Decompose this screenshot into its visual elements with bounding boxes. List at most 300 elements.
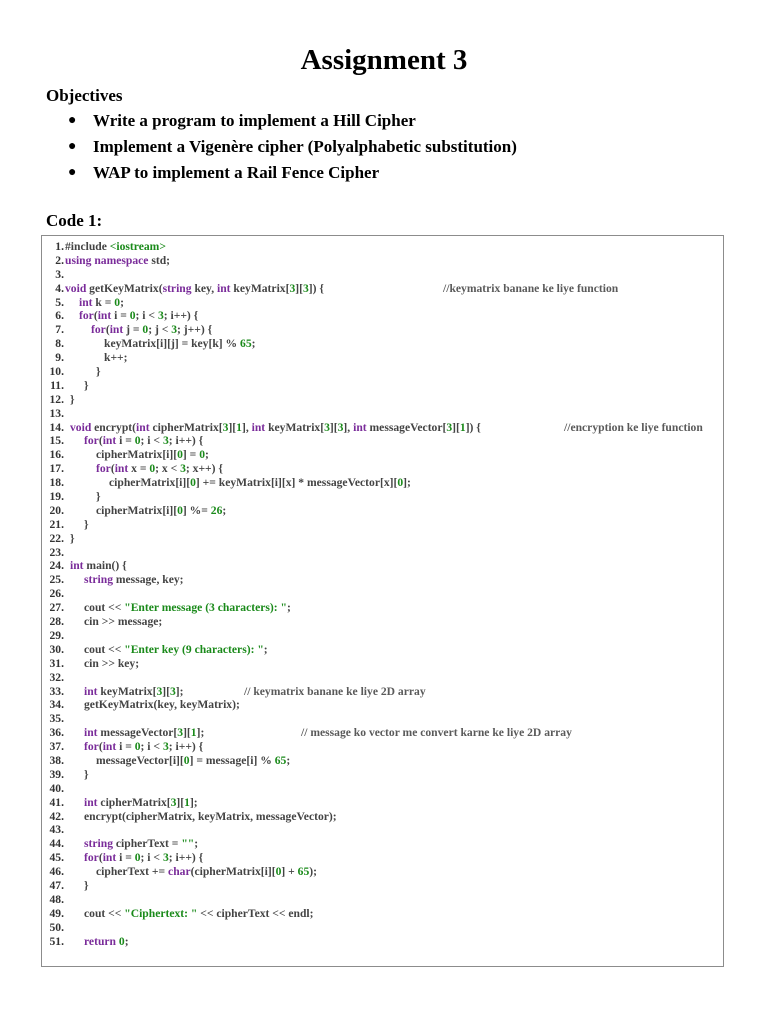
- code-token: k++;: [104, 351, 128, 365]
- code-token: ] = message[i] %: [189, 753, 275, 767]
- code-token: ;: [286, 753, 291, 767]
- line-number: 47.: [49, 878, 64, 892]
- code-token: );: [309, 865, 317, 879]
- code-token: ; j <: [148, 323, 172, 337]
- line-number: 22.: [49, 531, 64, 545]
- code-token: keyMatrix[: [265, 420, 325, 434]
- line-number: 14.: [49, 420, 64, 434]
- line-number: 43.: [49, 823, 64, 837]
- code-token: for: [79, 309, 94, 323]
- code-line: [48, 878, 89, 893]
- code-token: ;: [120, 295, 124, 309]
- code-token: cipherMatrix[i][: [96, 503, 178, 517]
- code-line: [48, 490, 101, 504]
- code-token: 26: [210, 503, 223, 517]
- objective-text: Implement a Vigenère cipher (Polyalphabetic substitution): [93, 137, 517, 156]
- code-token: ]) {: [308, 281, 324, 295]
- line-number: 25.: [49, 573, 64, 587]
- code-token: }: [84, 517, 89, 531]
- code-token: cin >> message;: [84, 615, 163, 629]
- code-token: ];: [196, 726, 205, 740]
- code-text: [65, 254, 170, 268]
- line-number: 6.: [55, 309, 64, 323]
- line-number: 39.: [49, 767, 64, 781]
- code-token: ][: [452, 420, 460, 434]
- code-token: 0: [134, 851, 141, 865]
- code-token: ] %=: [182, 503, 211, 517]
- code-line: [48, 851, 204, 865]
- code-text: [96, 448, 209, 462]
- objectives-heading: Objectives: [46, 86, 123, 105]
- code-token: ; i++) {: [163, 309, 199, 323]
- code-token: ][: [176, 795, 185, 809]
- code-text: [84, 726, 204, 740]
- line-number: 32.: [49, 670, 64, 684]
- code-token: 0: [129, 309, 136, 323]
- code-line: [48, 795, 198, 810]
- line-number: 3.: [55, 267, 64, 281]
- code-token: return: [84, 934, 116, 948]
- code-token: 65: [240, 337, 252, 351]
- code-line: [48, 642, 268, 657]
- code-line: [48, 753, 291, 768]
- bullet-icon: ●: [68, 113, 77, 128]
- line-number: 27.: [49, 601, 64, 615]
- objective-text: Write a program to implement a Hill Cipher: [93, 111, 416, 130]
- code-line: [48, 671, 64, 685]
- code-token: int: [102, 740, 117, 754]
- code-line: [48, 893, 64, 907]
- code-token: ] += keyMatrix[i][x] * messageVector[x][: [195, 476, 398, 490]
- code-token: messageVector[: [97, 726, 178, 740]
- line-number: 40.: [49, 781, 64, 795]
- code-token: 0: [199, 448, 205, 462]
- line-number: 46.: [49, 865, 64, 879]
- code-token: j =: [123, 323, 143, 337]
- line-number: 5.: [55, 295, 64, 309]
- code-token: 0: [134, 740, 141, 754]
- code-token: }: [84, 767, 89, 781]
- code-line: [48, 407, 64, 421]
- code-line: [48, 712, 64, 726]
- code-token: encrypt(: [91, 420, 137, 434]
- line-number: 35.: [49, 712, 64, 726]
- code-token: int: [353, 420, 367, 434]
- line-number: 41.: [49, 795, 64, 809]
- code-token: for: [96, 462, 111, 476]
- code-token: for: [84, 740, 99, 754]
- code-token: ;: [204, 448, 209, 462]
- code-token: cipherMatrix[i][: [96, 448, 178, 462]
- code-text: [96, 490, 101, 504]
- code-line: [48, 767, 89, 782]
- objectives-list: [68, 110, 517, 188]
- code-token: int: [251, 420, 266, 434]
- code-line: [48, 573, 184, 587]
- code-token: i =: [116, 740, 135, 754]
- code-line: [48, 323, 213, 337]
- code-text: [84, 851, 203, 865]
- code-line: [48, 295, 124, 310]
- code-token: ; i++) {: [168, 740, 204, 754]
- code-text: [96, 865, 317, 879]
- code-token: "": [181, 837, 195, 851]
- code-token: int: [217, 281, 231, 295]
- code-token: (: [110, 462, 115, 476]
- line-number: 33.: [49, 684, 64, 698]
- code-line: [48, 503, 227, 518]
- code-token: 0: [397, 476, 404, 490]
- code-token: 3: [177, 726, 184, 740]
- code-text: [65, 282, 324, 296]
- code-text: [104, 337, 256, 351]
- code-token: ][: [329, 420, 338, 434]
- code-token: ; i <: [135, 309, 158, 323]
- code-token: 3: [222, 420, 229, 434]
- code-text: [84, 768, 89, 782]
- code-line: [48, 253, 171, 268]
- code-line: [48, 656, 140, 671]
- line-number: 42.: [49, 809, 64, 823]
- code-line: [48, 546, 64, 560]
- code-token: ;: [124, 934, 129, 948]
- code-line: [48, 587, 64, 601]
- code-text: [70, 532, 75, 546]
- code-token: "Ciphertext: ": [124, 906, 198, 920]
- code-text: [84, 379, 89, 393]
- code-token: 3: [162, 434, 169, 448]
- line-number: 19.: [49, 490, 64, 504]
- code-token: (: [98, 851, 103, 865]
- line-number: 44.: [49, 837, 64, 851]
- code-line: [48, 782, 64, 796]
- code-token: ;: [222, 503, 227, 517]
- code-token: ; i <: [140, 434, 163, 448]
- line-number: 24.: [49, 559, 64, 573]
- code-text: [84, 907, 314, 921]
- code-token: 0: [142, 323, 149, 337]
- line-number: 48.: [49, 892, 64, 906]
- code-token: (: [93, 309, 98, 323]
- line-number: 11.: [50, 378, 64, 392]
- line-number: 28.: [49, 615, 64, 629]
- objective-text: WAP to implement a Rail Fence Cipher: [93, 163, 380, 182]
- code-token: 0: [149, 462, 156, 476]
- code-line: [48, 392, 75, 407]
- bullet-icon: ●: [68, 165, 77, 180]
- code-token: ; i <: [140, 740, 163, 754]
- code-line: [48, 559, 127, 573]
- code-token: int: [114, 462, 129, 476]
- code-token: int: [79, 295, 93, 309]
- line-number: 4.: [55, 281, 64, 295]
- code-token: cout <<: [84, 601, 125, 615]
- code-line: [48, 615, 163, 629]
- code-comment: //keymatrix banane ke liye function: [443, 281, 619, 295]
- code-line: [48, 865, 317, 879]
- code-token: cout <<: [84, 642, 125, 656]
- code-line: [48, 809, 337, 824]
- code-token: (: [98, 740, 103, 754]
- line-number: 49.: [49, 906, 64, 920]
- code-text: [84, 810, 337, 824]
- code-token: cipherText =: [112, 837, 182, 851]
- line-number: 15.: [49, 434, 64, 448]
- code-token: 1: [184, 795, 190, 809]
- code-token: int: [84, 726, 98, 740]
- code-token: 0: [190, 476, 196, 490]
- objective-item: [68, 136, 517, 162]
- code-token: i =: [116, 851, 135, 865]
- code-line: [48, 462, 223, 476]
- code-token: ; i++) {: [168, 851, 204, 865]
- code-token: encrypt(cipherMatrix, keyMatrix, messageVector);: [84, 809, 337, 823]
- code-token: int: [136, 420, 150, 434]
- line-number: 13.: [49, 406, 64, 420]
- code-token: 0: [134, 434, 141, 448]
- code-token: ];: [189, 795, 198, 809]
- code-token: }: [70, 392, 75, 406]
- code-block: [41, 235, 724, 967]
- code-token: 3: [337, 420, 344, 434]
- code-token: << cipherText << endl;: [197, 906, 314, 920]
- code-token: string: [162, 281, 192, 295]
- code-line: [48, 531, 75, 546]
- code-text: [91, 323, 212, 337]
- code-text: [84, 935, 129, 949]
- code-text: [84, 615, 162, 629]
- code-token: 1: [190, 726, 197, 740]
- code-text: [84, 837, 198, 851]
- code-token: }: [70, 531, 75, 545]
- code-text: [70, 421, 481, 435]
- code-token: 3: [157, 309, 164, 323]
- line-number: 17.: [49, 462, 64, 476]
- code-line: [48, 268, 64, 282]
- code-token: (cipherMatrix[i][: [190, 865, 276, 879]
- code-line: [48, 906, 314, 921]
- line-number: 16.: [49, 448, 64, 462]
- code-token: ][: [295, 281, 303, 295]
- code-token: getKeyMatrix(key, keyMatrix);: [84, 698, 240, 712]
- code-text: [84, 657, 139, 671]
- code-token: ;: [251, 337, 256, 351]
- code-token: ][: [183, 726, 191, 740]
- code-token: int: [109, 323, 124, 337]
- code-text: [65, 240, 166, 254]
- code-token: 65: [297, 865, 310, 879]
- line-number: 20.: [49, 503, 64, 517]
- code-token: 3: [324, 420, 330, 434]
- code-line: [48, 309, 199, 323]
- code-token: ],: [241, 420, 252, 434]
- code-line: [48, 476, 411, 490]
- line-number: 36.: [49, 726, 64, 740]
- line-number: 31.: [49, 656, 64, 670]
- code-token: int: [97, 309, 112, 323]
- line-number: 1.: [55, 240, 64, 253]
- line-number: 51.: [49, 934, 64, 948]
- line-number: 7.: [55, 323, 64, 337]
- code-token: ;: [263, 642, 268, 656]
- code-token: 3: [170, 795, 177, 809]
- code-token: for: [84, 851, 99, 865]
- code-line: [48, 337, 256, 351]
- page-title: Assignment 3: [300, 44, 468, 76]
- code-line: [48, 837, 199, 851]
- code-token: ]) {: [465, 420, 481, 434]
- line-number: 12.: [49, 392, 64, 406]
- code-token: ] +: [281, 865, 298, 879]
- code-token: for: [84, 434, 99, 448]
- code-line: [48, 378, 89, 393]
- code-token: 3: [289, 281, 296, 295]
- line-number: 37.: [49, 740, 64, 754]
- code-text: [84, 740, 203, 754]
- code-token: ; x <: [155, 462, 181, 476]
- code-line: [48, 240, 166, 254]
- code-line: [48, 823, 64, 837]
- code-token: messageVector[i][: [96, 753, 184, 767]
- code-text: [96, 462, 223, 476]
- code-token: ][: [162, 684, 170, 698]
- code-line: [48, 281, 619, 296]
- code-text: [84, 601, 291, 615]
- code-token: "Enter message (3 characters): ": [124, 601, 287, 615]
- code-lines: [48, 240, 703, 948]
- code-token: 3: [302, 281, 309, 295]
- code-token: cipherText +=: [96, 865, 169, 879]
- code-token: using namespace: [65, 253, 149, 267]
- code-token: main() {: [83, 559, 127, 573]
- code-token: 0: [275, 865, 282, 879]
- code-token: char: [168, 865, 191, 879]
- code-text: [96, 504, 226, 518]
- line-number: 8.: [55, 337, 64, 351]
- code-line: [48, 351, 128, 365]
- code-token: ; x++) {: [185, 462, 223, 476]
- code-line: [48, 629, 64, 643]
- code-token: keyMatrix[: [230, 281, 290, 295]
- code-token: 1: [459, 420, 466, 434]
- code-text: [79, 309, 198, 323]
- code-token: i =: [116, 434, 135, 448]
- code-token: 0: [183, 753, 190, 767]
- code-text: [109, 476, 411, 490]
- code-token: 3: [156, 684, 163, 698]
- code-token: cout <<: [84, 906, 125, 920]
- line-number: 50.: [49, 920, 64, 934]
- code-line: [48, 420, 703, 435]
- code-token: 3: [180, 462, 186, 476]
- code-token: 3: [446, 420, 453, 434]
- code-token: cipherMatrix[i][: [109, 476, 191, 490]
- code-line: [48, 726, 572, 740]
- code-token: }: [96, 365, 101, 379]
- line-number: 30.: [49, 642, 64, 656]
- code-token: for: [91, 323, 106, 337]
- code-line: [48, 517, 89, 532]
- code-token: ];: [175, 684, 184, 698]
- code-comment: //encryption ke liye function: [564, 420, 703, 434]
- code-line: [48, 934, 129, 949]
- code-text: [70, 559, 127, 573]
- code-text: [84, 434, 203, 448]
- code-token: ; i++) {: [168, 434, 204, 448]
- code-token: 0: [177, 503, 183, 517]
- code-token: (: [105, 323, 110, 337]
- code-token: "Enter key (9 characters): ": [124, 642, 264, 656]
- code-token: int: [102, 434, 117, 448]
- code-token: (: [98, 434, 103, 448]
- code-text: [79, 296, 124, 310]
- code-token: x =: [128, 462, 150, 476]
- code-text: [96, 365, 101, 379]
- code-heading: Code 1:: [46, 211, 103, 230]
- code-line: [48, 365, 101, 379]
- code-token: 3: [171, 323, 178, 337]
- code-token: int: [84, 795, 98, 809]
- code-token: getKeyMatrix(: [86, 281, 163, 295]
- bullet-icon: ●: [68, 139, 77, 154]
- code-line: [48, 601, 291, 615]
- code-token: string: [84, 573, 113, 587]
- code-token: ][: [228, 420, 237, 434]
- code-token: ];: [403, 476, 411, 490]
- line-number: 21.: [49, 517, 64, 531]
- code-token: key,: [191, 281, 217, 295]
- code-text: [84, 685, 184, 699]
- code-token: 65: [274, 753, 287, 767]
- code-comment: // message ko vector me convert karne ke liye 2D array: [301, 726, 572, 740]
- code-token: int: [84, 684, 98, 698]
- code-token: cin >> key;: [84, 656, 140, 670]
- code-text: [84, 698, 240, 712]
- code-text: [84, 643, 268, 657]
- code-token: ;: [194, 837, 199, 851]
- code-token: std;: [148, 253, 171, 267]
- code-token: cipherMatrix[: [97, 795, 171, 809]
- line-number: 26.: [49, 587, 64, 601]
- code-token: }: [84, 378, 89, 392]
- objective-item: [68, 110, 517, 136]
- code-token: 3: [162, 740, 169, 754]
- line-number: 45.: [49, 851, 64, 865]
- code-line: [48, 698, 240, 712]
- line-number: 10.: [49, 365, 64, 379]
- code-token: 0: [177, 448, 183, 462]
- code-line: [48, 434, 204, 448]
- code-token: int: [70, 559, 84, 573]
- code-token: ],: [343, 420, 354, 434]
- code-token: messageVector[: [366, 420, 447, 434]
- code-token: ] =: [182, 448, 200, 462]
- code-line: [48, 684, 426, 699]
- code-text: [84, 573, 184, 587]
- code-line: [48, 448, 209, 462]
- code-token: 3: [162, 851, 169, 865]
- code-token: 3: [169, 684, 176, 698]
- code-text: [84, 518, 89, 532]
- code-token: cipherMatrix[: [149, 420, 223, 434]
- code-token: ;: [286, 601, 291, 615]
- code-line: [48, 921, 64, 935]
- code-token: #include: [65, 240, 110, 253]
- code-token: keyMatrix[: [97, 684, 157, 698]
- code-text: [70, 393, 75, 407]
- code-line: [48, 740, 204, 754]
- code-token: 0: [118, 934, 125, 948]
